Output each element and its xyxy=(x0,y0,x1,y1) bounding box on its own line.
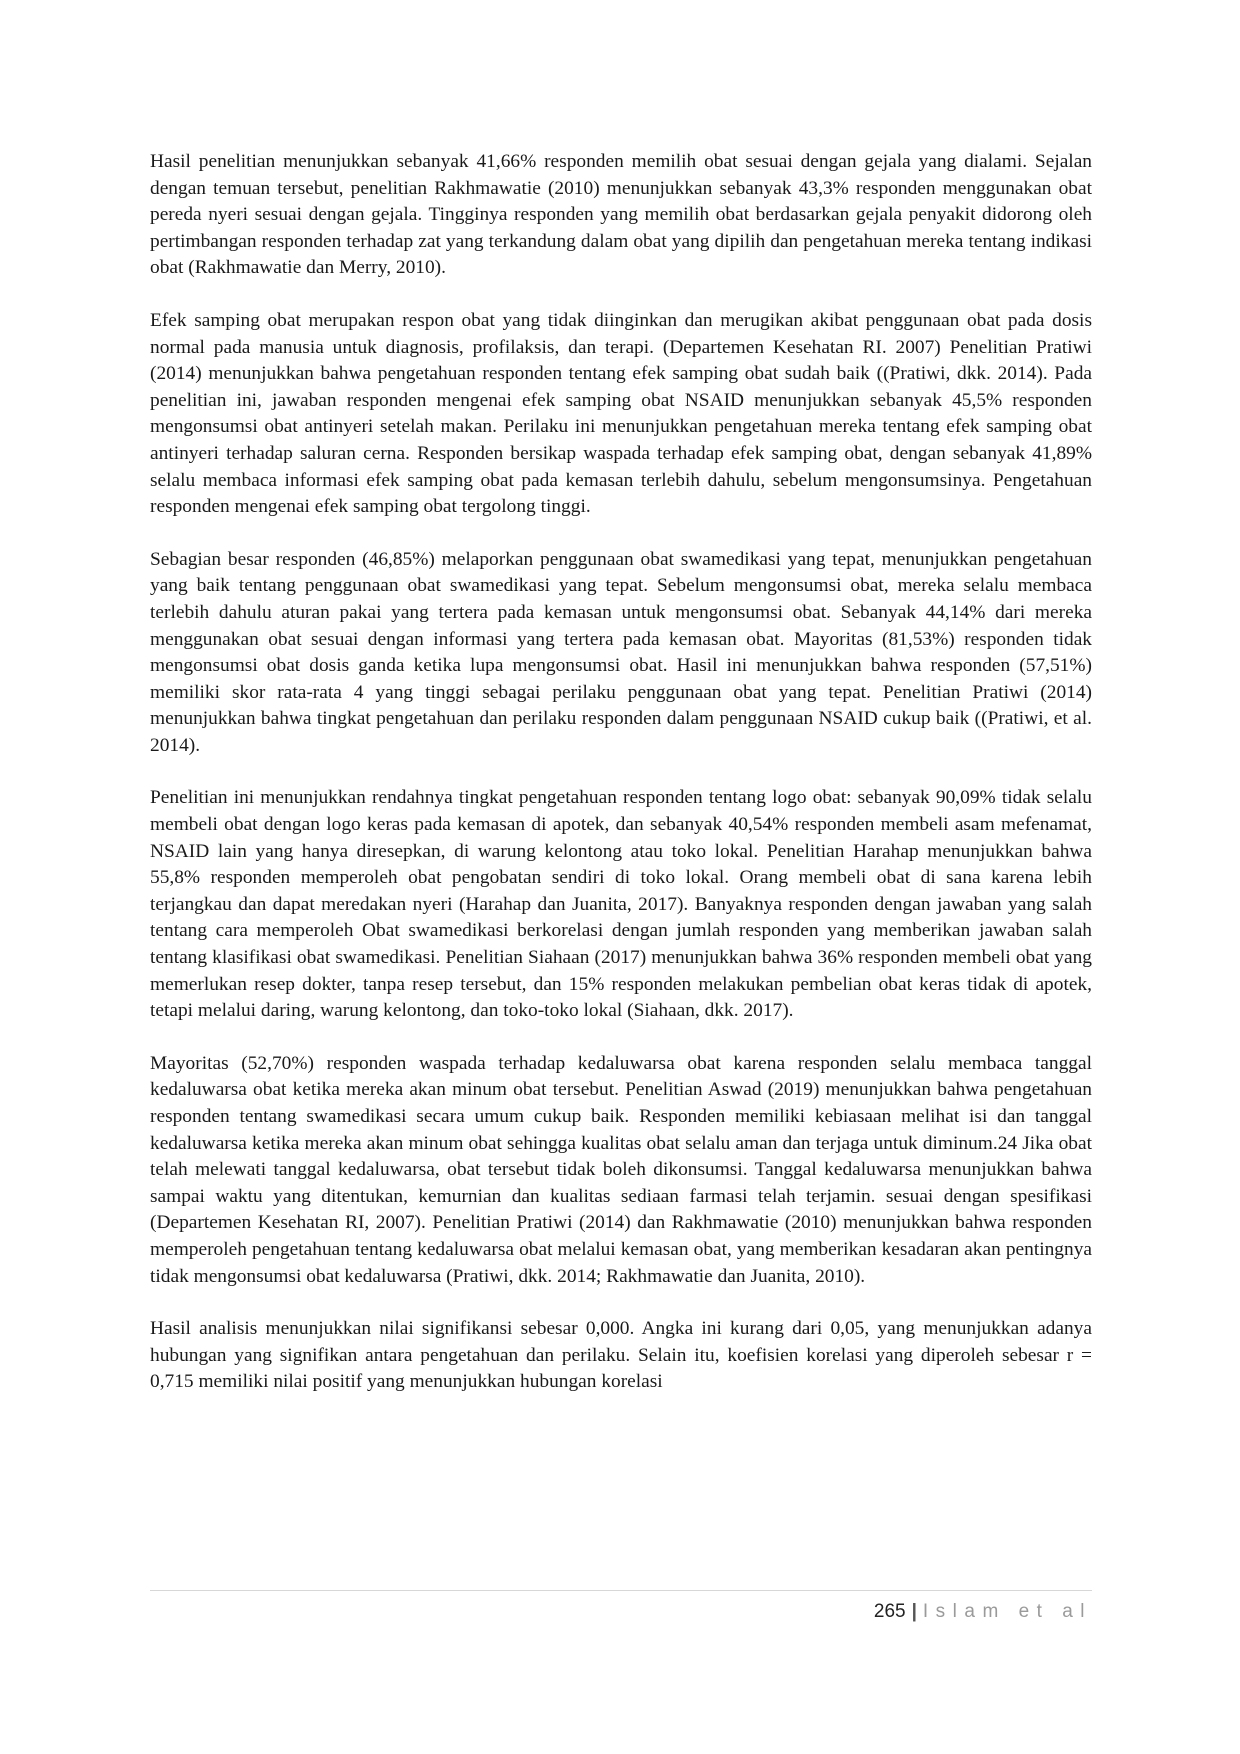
paragraph-drug-logo-knowledge: Penelitian ini menunjukkan rendahnya tingkat pengetahuan responden tentang logo obat: sebanyak 90,09% tidak selalu membeli obat dengan logo keras pada kemasan di apotek, dan sebanyak 40,54% responden membeli asam mefenamat, NSAID lain yang hanya diresepkan, di warung kelontong atau toko lokal. Penelitian Harahap menunjukkan bahwa 55,8% responden memperoleh obat pengobatan sendiri di toko lokal. Orang membeli obat di sana karena lebih terjangkau dan dapat meredakan nyeri (Harahap dan Juanita, 2017). Banyaknya responden dengan jawaban yang salah tentang cara memperoleh Obat swamedikasi berkorelasi dengan jumlah responden yang memberikan jawaban salah tentang klasifikasi obat swamedikasi. Penelitian Siahaan (2017) menunjukkan bahwa 36% responden membeli obat yang memerlukan resep dokter, tanpa resep tersebut, dan 15% responden melakukan pembelian obat keras tidak di apotek, tetapi melalui daring, warung kelontong, dan toko-toko lokal (Siahaan, dkk. 2017). xyxy=(150,787,1092,1022)
running-authors: Islam et al xyxy=(922,1601,1092,1622)
paragraph-expiry-awareness: Mayoritas (52,70%) responden waspada terhadap kedaluwarsa obat karena responden selalu membaca tanggal kedaluwarsa obat ketika mereka akan minum obat tersebut. Penelitian Aswad (2019) menunjukkan bahwa pengetahuan responden tentang swamedikasi secara umum cukup baik. Responden memiliki kebiasaan melihat isi dan tanggal kedaluwarsa ketika mereka akan minum obat sehingga kualitas obat selalu aman dan terjaga untuk diminum.24 Jika obat telah melewati tanggal kedaluwarsa, obat tersebut tidak boleh dikonsumsi. Tanggal kedaluwarsa menunjukkan bahwa sampai waktu yang ditentukan, kemurnian dan kualitas sediaan farmasi telah terjamin. sesuai dengan spesifikasi (Departemen Kesehatan RI, 2007). Penelitian Pratiwi (2014) dan Rakhmawatie (2010) menunjukkan bahwa responden memperoleh pengetahuan tentang kedaluwarsa obat melalui kemasan obat, yang memberikan kesadaran akan pentingnya tidak mengonsumsi obat kedaluwarsa (Pratiwi, dkk. 2014; Rakhmawatie dan Juanita, 2010). xyxy=(150,1052,1092,1287)
footer-divider xyxy=(150,1590,1092,1591)
paragraph-correlation-analysis: Hasil analisis menunjukkan nilai signifikansi sebesar 0,000. Angka ini kurang dari 0,05, yang menunjukkan adanya hubungan yang signifikan antara pengetahuan dan perilaku. Selain itu, koefisien korelasi yang diperoleh sebesar r = 0,715 memiliki nilai positif yang menunjukkan hubungan korelasi xyxy=(150,1318,1092,1393)
paragraph-correct-usage: Sebagian besar responden (46,85%) melaporkan penggunaan obat swamedikasi yang tepat, menunjukkan pengetahuan yang baik tentang penggunaan obat swamedikasi yang tepat. Sebelum mengonsumsi obat, mereka selalu membaca terlebih dahulu aturan pakai yang tertera pada kemasan untuk mengonsumsi obat. Sebanyak 44,14% dari mereka menggunakan obat sesuai dengan informasi yang tertera pada kemasan obat. Mayoritas (81,53%) responden tidak mengonsumsi obat dosis ganda ketika lupa mengonsumsi obat. Hasil ini menunjukkan bahwa responden (57,51%) memiliki skor rata-rata 4 yang tinggi sebagai perilaku penggunaan obat yang tepat. Penelitian Pratiwi (2014) menunjukkan bahwa tingkat pengetahuan dan perilaku responden dalam penggunaan NSAID cukup baik ((Pratiwi, et al. 2014). xyxy=(150,548,1092,756)
paragraph-symptom-based-selection: Hasil penelitian menunjukkan sebanyak 41,66% responden memilih obat sesuai dengan gejala yang dialami. Sejalan dengan temuan tersebut, penelitian Rakhmawatie (2010) menunjukkan sebanyak 43,3% responden menggunakan obat pereda nyeri sesuai dengan gejala. Tingginya responden yang memilih obat berdasarkan gejala penyakit didorong oleh pertimbangan responden terhadap zat yang terkandung dalam obat yang dipilih dan pengetahuan mereka tentang indikasi obat (Rakhmawatie dan Merry, 2010). xyxy=(150,151,1092,279)
page-number: 265 xyxy=(873,1601,906,1622)
body-text xyxy=(150,149,1092,1396)
paragraph-side-effects: Efek samping obat merupakan respon obat yang tidak diinginkan dan merugikan akibat penggunaan obat pada dosis normal pada manusia untuk diagnosis, profilaksis, dan terapi. (Departemen Kesehatan RI. 2007) Penelitian Pratiwi (2014) menunjukkan bahwa pengetahuan responden tentang efek samping obat sudah baik ((Pratiwi, dkk. 2014). Pada penelitian ini, jawaban responden mengenai efek samping obat NSAID menunjukkan sebanyak 45,5% responden mengonsumsi obat antinyeri setelah makan. Perilaku ini menunjukkan pengetahuan mereka tentang efek samping obat antinyeri terhadap saluran cerna. Responden bersikap waspada terhadap efek samping obat, dengan sebanyak 41,89% selalu membaca informasi efek samping obat pada kemasan terlebih dahulu, sebelum mengonsumsinya. Pengetahuan responden mengenai efek samping obat tergolong tinggi. xyxy=(150,309,1092,518)
page-footer xyxy=(874,1600,1092,1624)
footer-separator: | xyxy=(911,1601,917,1622)
